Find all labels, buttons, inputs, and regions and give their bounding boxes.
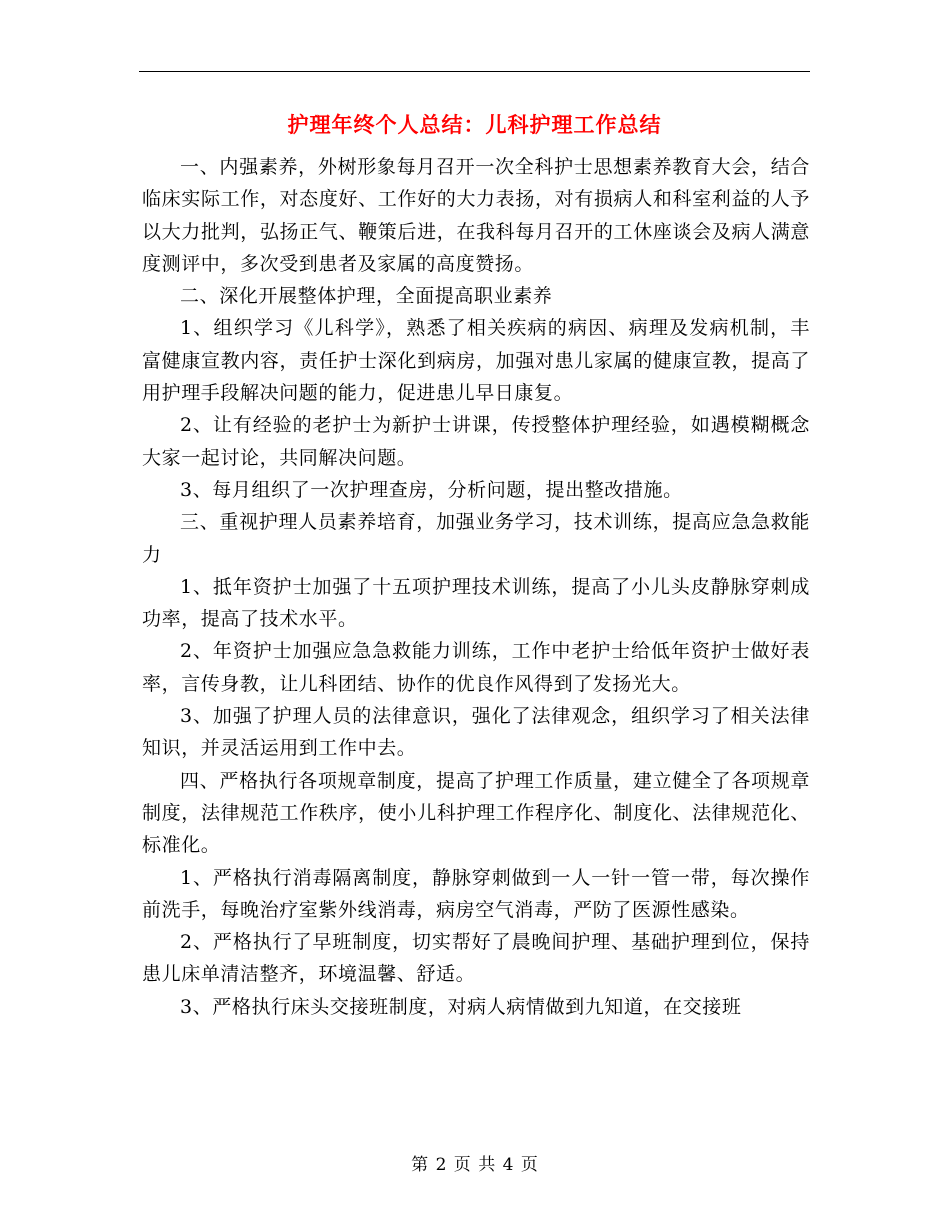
paragraph: 1、组织学习《儿科学》，熟悉了相关疾病的病因、病理及发病机制，丰富健康宣教内容，责任护士深化到病房，加强对患儿家属的健康宣教，提高了用护理手段解决问题的能力，促进患儿早日康复。	[142, 317, 810, 405]
document-body	[142, 151, 810, 1023]
paragraph: 1、抵年资护士加强了十五项护理技术训练，提高了小儿头皮静脉穿刺成功率，提高了技术水平。	[142, 575, 810, 631]
paragraph: 2、年资护士加强应急急救能力训练，工作中老护士给低年资护士做好表率，言传身教，让儿科团结、协作的优良作风得到了发扬光大。	[142, 640, 810, 695]
header-rule	[139, 71, 810, 72]
paragraph: 一、内强素养，外树形象每月召开一次全科护士思想素养教育大会，结合临床实际工作，对态度好、工作好的大力表扬，对有损病人和科室利益的人予以大力批判，弘扬正气、鞭策后进，在我科每月召开的工休座谈会及病人满意度测评中，多次受到患者及家属的高度赞扬。	[142, 156, 810, 275]
paragraph: 2、严格执行了早班制度，切实帮好了晨晚间护理、基础护理到位，保持患儿床单清洁整齐，环境温馨、舒适。	[142, 931, 810, 986]
paragraph: 3、每月组织了一次护理查房，分析问题，提出整改措施。	[180, 478, 683, 501]
paragraph: 3、加强了护理人员的法律意识，强化了法律观念，组织学习了相关法律知识，并灵活运用到工作中去。	[142, 705, 810, 760]
paragraph: 三、重视护理人员素养培育，加强业务学习，技术训练，提高应急急救能力	[142, 511, 810, 566]
paragraph: 2、让有经验的老护士为新护士讲课，传授整体护理经验，如遇模糊概念大家一起讨论，共同解决问题。	[142, 414, 810, 469]
paragraph: 二、深化开展整体护理，全面提高职业素养	[180, 285, 553, 308]
document-title: 护理年终个人总结：儿科护理工作总结	[287, 112, 662, 137]
paragraph: 四、严格执行各项规章制度，提高了护理工作质量，建立健全了各项规章制度，法律规范工作秩序，使小儿科护理工作程序化、制度化、法律规范化、标准化。	[142, 769, 810, 857]
paragraph: 1、严格执行消毒隔离制度，静脉穿刺做到一人一针一管一带，每次操作前洗手，每晚治疗室紫外线消毒，病房空气消毒，严防了医源性感染。	[142, 866, 810, 921]
paragraph: 3、严格执行床头交接班制度，对病人病情做到九知道，在交接班	[180, 995, 742, 1018]
page-footer: 第 2 页 共 4 页	[411, 1155, 539, 1175]
